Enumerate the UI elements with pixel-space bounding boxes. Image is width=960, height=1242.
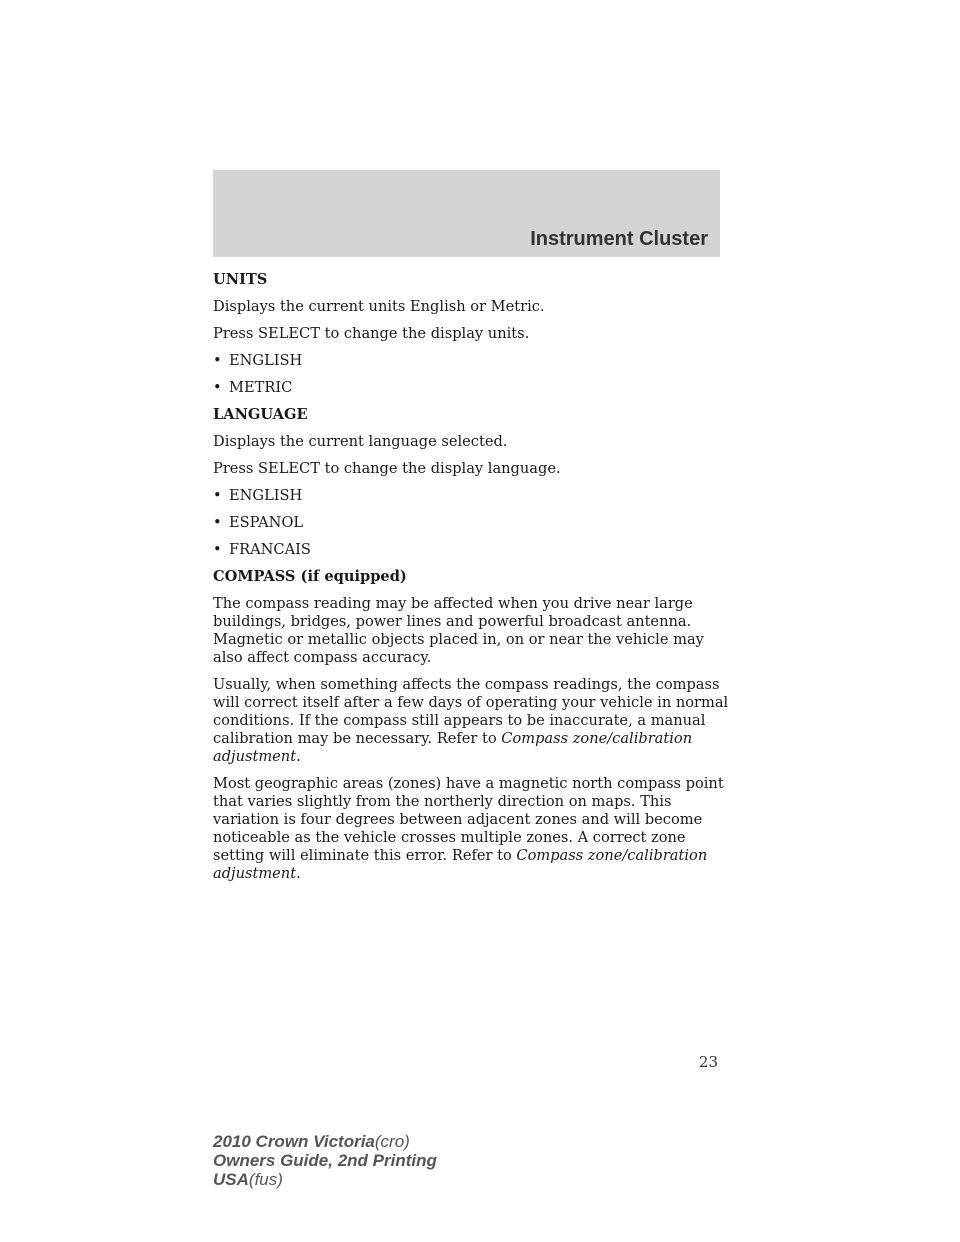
- footer-line-1: 2010 Crown Victoria(cro): [213, 1132, 410, 1151]
- bullet-icon: •: [213, 487, 222, 504]
- compass-reference: Compass zone/calibration adjustment: [213, 730, 693, 765]
- list-item: • METRIC: [213, 379, 293, 396]
- section-header-bar: [213, 170, 720, 257]
- footer-line-2: Owners Guide, 2nd Printing: [213, 1151, 437, 1170]
- bullet-icon: •: [213, 379, 222, 396]
- list-item: • ENGLISH: [213, 487, 303, 504]
- page-content: [213, 271, 733, 892]
- language-heading: LANGUAGE: [213, 406, 308, 423]
- units-options-list: [213, 352, 733, 397]
- bullet-icon: •: [213, 352, 222, 369]
- compass-paragraph-1: The compass reading may be affected when you drive near large buildings, bridges, power lines and powerful broadcast antenna. Magnetic or metallic objects placed in, on or near the vehicle may also affect compass accuracy.: [213, 595, 704, 666]
- compass-paragraph-2: Usually, when something affects the compass readings, the compass will correct itself after a few days of operating your vehicle in normal conditions. If the compass still appears to be inaccurate, a manual calibration may be necessary. Refer to Compass zone/calibration adjustment.: [213, 676, 729, 765]
- units-heading: UNITS: [213, 271, 268, 288]
- list-item: • ESPANOL: [213, 514, 304, 531]
- section-title: Instrument Cluster: [530, 228, 708, 250]
- list-item: • ENGLISH: [213, 352, 303, 369]
- units-description: Displays the current units English or Metric.: [213, 298, 545, 315]
- list-item: • FRANCAIS: [213, 541, 311, 558]
- language-options-list: [213, 487, 733, 559]
- bullet-icon: •: [213, 541, 222, 558]
- units-instruction: Press SELECT to change the display units.: [213, 325, 530, 342]
- bullet-icon: •: [213, 514, 222, 531]
- language-instruction: Press SELECT to change the display language.: [213, 460, 561, 477]
- language-description: Displays the current language selected.: [213, 433, 508, 450]
- compass-paragraph-3: Most geographic areas (zones) have a magnetic north compass point that varies slightly from the northerly direction on maps. This variation is four degrees between adjacent zones and will become noticeable as the vehicle crosses multiple zones. A correct zone setting will eliminate this error. Refer to Compass zone/calibration adjustment.: [213, 775, 724, 882]
- compass-reference: Compass zone/calibration adjustment: [213, 847, 708, 882]
- page-number: 23: [698, 1053, 718, 1071]
- compass-heading: COMPASS (if equipped): [213, 568, 407, 585]
- footer-line-3: USA(fus): [213, 1170, 283, 1189]
- document-footer: [213, 1132, 437, 1189]
